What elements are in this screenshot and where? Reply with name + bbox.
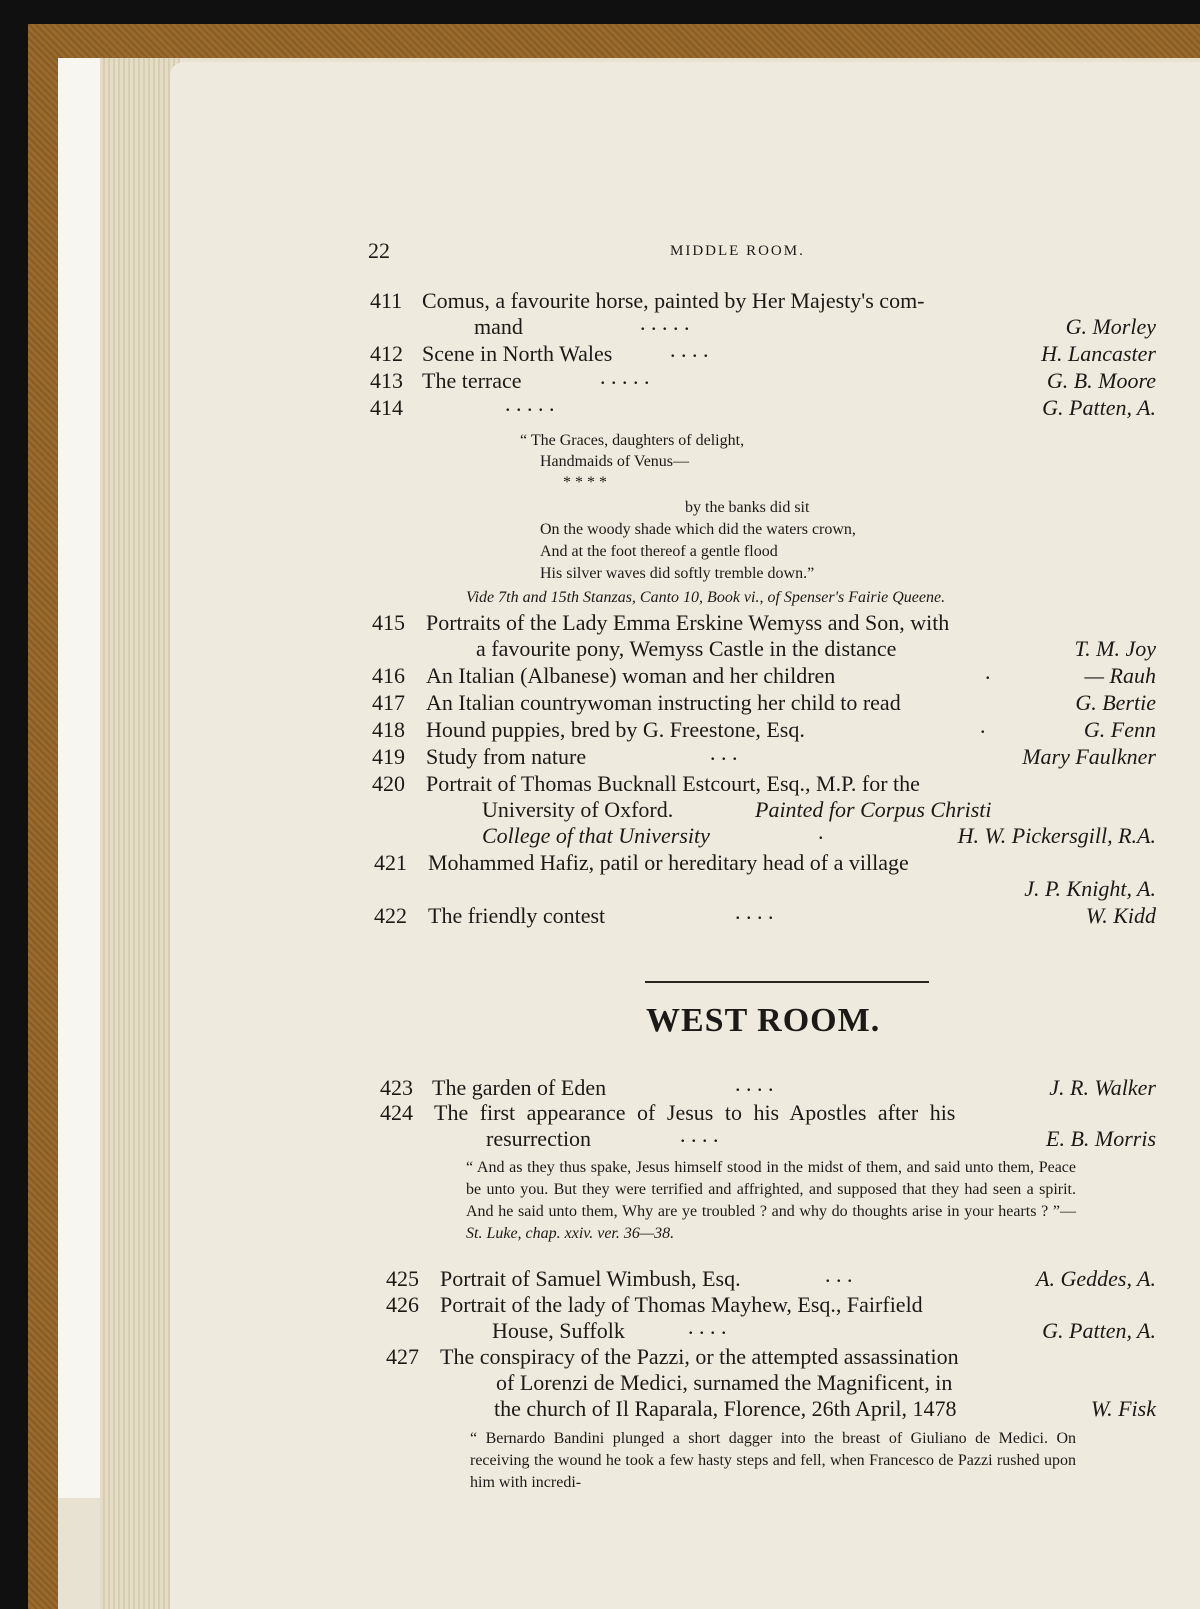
entry-number: 419 xyxy=(372,744,405,769)
leader-dots: . . . . . xyxy=(600,364,650,389)
entry-title: Portrait of the lady of Thomas Mayhew, Esq., Fairfield xyxy=(440,1292,923,1317)
page-stack xyxy=(100,58,180,1609)
leader-dots: . . . . xyxy=(670,337,709,362)
leader-dots: . xyxy=(985,659,991,684)
leader-dots: . xyxy=(980,713,986,738)
entry-number: 427 xyxy=(386,1344,419,1369)
quote-line: His silver waves did softly tremble down.” xyxy=(540,565,815,582)
entry-number: 420 xyxy=(372,771,405,796)
leader-dots: . . . . xyxy=(735,1071,774,1096)
entry-number: 416 xyxy=(372,663,405,688)
entry-artist: G. Patten, A. xyxy=(1042,395,1156,420)
entry-number: 425 xyxy=(386,1266,419,1291)
entry-number: 426 xyxy=(386,1292,419,1317)
entry-title: The friendly contest xyxy=(428,903,606,928)
entry-title: The terrace xyxy=(422,368,522,393)
entry-artist: H. Lancaster xyxy=(1041,341,1156,366)
entry-title: Mohammed Hafiz, patil or hereditary head of a village xyxy=(428,850,909,875)
running-head: MIDDLE ROOM. xyxy=(670,243,805,259)
entry-title: The garden of Eden xyxy=(432,1075,607,1100)
entry-number: 417 xyxy=(372,690,405,715)
quote-line: And at the foot thereof a gentle flood xyxy=(540,543,778,560)
entry-title: Portrait of Thomas Bucknall Estcourt, Esq., M.P. for the xyxy=(426,771,920,796)
entry-title: An Italian countrywoman instructing her child to read xyxy=(426,690,901,715)
entry-title: Comus, a favourite horse, painted by Her Majesty's com- xyxy=(422,288,925,313)
entry-artist: A. Geddes, A. xyxy=(1036,1266,1156,1291)
quote-stars: * * * * xyxy=(563,474,607,491)
quote-source: St. Luke, chap. xxiv. ver. 36—38. xyxy=(466,1225,675,1242)
entry-title: The conspiracy of the Pazzi, or the attempted assassination xyxy=(440,1344,959,1369)
entry-title: Scene in North Wales xyxy=(422,341,613,366)
section-heading: WEST ROOM. xyxy=(646,1002,881,1039)
entry-artist: W. Fisk xyxy=(1090,1396,1156,1421)
entry-title-italic: College of that University xyxy=(482,823,710,848)
entry-title-cont: a favourite pony, Wemyss Castle in the distance xyxy=(476,636,897,661)
entry-artist: H. W. Pickersgill, R.A. xyxy=(957,823,1156,848)
quote-line: Handmaids of Venus— xyxy=(540,453,690,470)
entry-artist: W. Kidd xyxy=(1085,903,1156,928)
leader-dots: . . . . xyxy=(688,1314,727,1339)
entry-artist: J. R. Walker xyxy=(1049,1075,1156,1100)
entry-number: 422 xyxy=(374,903,407,928)
entry-number: 421 xyxy=(374,850,407,875)
entry-artist: G. Patten, A. xyxy=(1042,1318,1156,1343)
quote-source: Vide 7th and 15th Stanzas, Canto 10, Book vi., of Spenser's Fairie Queene. xyxy=(466,589,946,606)
entry-title-italic: Painted for Corpus Christi xyxy=(755,797,992,822)
quote-paragraph xyxy=(470,1428,1076,1494)
entry-title: Portrait of Samuel Wimbush, Esq. xyxy=(440,1266,741,1291)
leader-dots: . . . . . xyxy=(640,310,690,335)
entry-artist: J. P. Knight, A. xyxy=(1024,876,1156,901)
section-rule xyxy=(645,981,929,983)
entry-title: Portraits of the Lady Emma Erskine Wemyss and Son, with xyxy=(426,610,950,635)
leader-dots: . xyxy=(818,819,824,844)
entry-title-cont: University of Oxford. xyxy=(482,797,674,822)
entry-artist: Mary Faulkner xyxy=(1022,744,1156,769)
quote-paragraph xyxy=(466,1157,1076,1245)
entry-artist: G. Bertie xyxy=(1075,690,1156,715)
entry-title-cont: mand xyxy=(474,314,523,339)
entry-number: 424 xyxy=(380,1100,413,1125)
entry-number: 423 xyxy=(380,1075,413,1100)
leader-dots: . . . . . xyxy=(505,391,555,416)
entry-number: 411 xyxy=(370,288,403,313)
entry-number: 415 xyxy=(372,610,405,635)
entry-artist: G. Fenn xyxy=(1083,717,1156,742)
entry-title-cont: of Lorenzi de Medici, surnamed the Magnificent, in xyxy=(496,1370,953,1395)
entry-title: Hound puppies, bred by G. Freestone, Esq. xyxy=(426,717,805,742)
leader-dots: . . . xyxy=(825,1262,853,1287)
entry-title-cont: resurrection xyxy=(486,1126,592,1151)
catalogue-page xyxy=(170,62,1200,1609)
entry-title: Study from nature xyxy=(426,744,587,769)
leader-dots: . . . xyxy=(710,740,738,765)
quote-line: On the woody shade which did the waters crown, xyxy=(540,521,856,538)
entry-artist: E. B. Morris xyxy=(1046,1126,1156,1151)
page-number: 22 xyxy=(368,238,390,263)
entry-title-cont: House, Suffolk xyxy=(492,1318,625,1343)
quote-text: “ Bernardo Bandini plunged a short dagger into the breast of Giuliano de Medici. On receiving the wound he took a few hasty steps and fell, when Francesco de Pazzi rushed upon him with incredi- xyxy=(470,1430,1076,1491)
entry-number: 418 xyxy=(372,717,405,742)
entry-number: 413 xyxy=(370,368,403,393)
entry-number: 412 xyxy=(370,341,403,366)
quote-text: “ And as they thus spake, Jesus himself stood in the midst of them, and said unto them, Peace be unto you. But they were terrified and affrighted, and supposed that they had seen a spirit. And he said unto them, Why are ye troubled ? and why do thoughts arise in your hearts ? ”— xyxy=(466,1159,1076,1220)
entry-artist: G. Morley xyxy=(1065,314,1156,339)
paper-strip xyxy=(58,58,100,1498)
entry-title-cont: the church of Il Raparala, Florence, 26th April, 1478 xyxy=(494,1396,957,1421)
entry-artist: G. B. Moore xyxy=(1046,368,1156,393)
entry-title: The first appearance of Jesus to his Apostles after his xyxy=(434,1100,956,1125)
quote-line: “ The Graces, daughters of delight, xyxy=(520,432,745,449)
entry-number: 414 xyxy=(370,395,403,420)
quote-line: by the banks did sit xyxy=(685,499,810,516)
leader-dots: . . . . xyxy=(680,1122,719,1147)
leader-dots: . . . . xyxy=(735,899,774,924)
entry-artist: T. M. Joy xyxy=(1074,636,1156,661)
entry-title: An Italian (Albanese) woman and her children xyxy=(426,663,836,688)
entry-artist: — Rauh xyxy=(1084,663,1156,688)
